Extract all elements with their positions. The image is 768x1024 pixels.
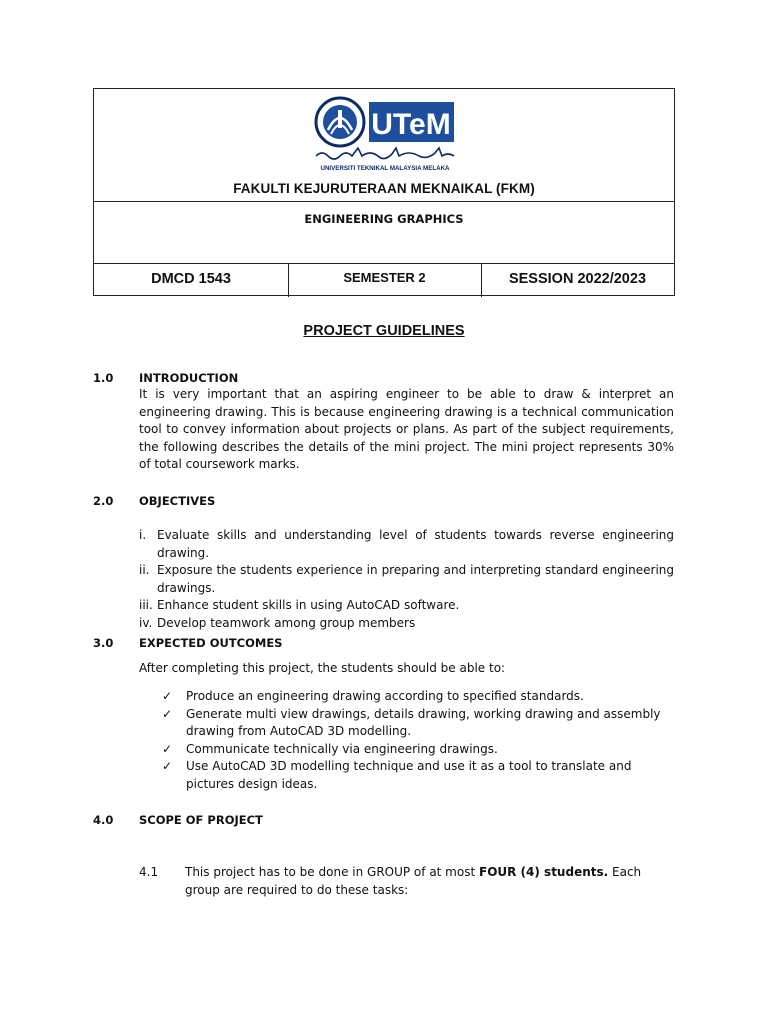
faculty-name: FAKULTI KEJURUTERAAN MEKNAIKAL (FKM) xyxy=(233,181,535,196)
semester: SEMESTER 2 xyxy=(343,270,426,285)
objectives-list xyxy=(139,527,674,633)
section-number-intro: 1.0 xyxy=(93,371,114,385)
subsection-text xyxy=(185,864,675,899)
checkmark-icon: ✓ xyxy=(162,689,173,703)
list-item xyxy=(160,688,675,706)
list-item-text: Communicate technically via engineering drawings. xyxy=(186,741,498,756)
list-item xyxy=(139,615,674,633)
logo-subtext: UNIVERSITI TEKNIKAL MALAYSIA MELAKA xyxy=(320,165,450,172)
list-item xyxy=(160,758,675,793)
session: SESSION 2022/2023 xyxy=(508,271,647,287)
course-code: DMCD 1543 xyxy=(151,271,231,287)
list-marker: iii. xyxy=(139,598,153,613)
document-title: PROJECT GUIDELINES xyxy=(303,323,465,339)
list-marker: ii. xyxy=(139,563,150,578)
list-item xyxy=(160,706,675,741)
list-item-text: Enhance student skills in using AutoCAD software. xyxy=(157,598,460,613)
section-heading-intro: INTRODUCTION xyxy=(139,371,239,385)
outcomes-list xyxy=(160,688,675,794)
list-item xyxy=(139,597,674,615)
checkmark-icon: ✓ xyxy=(162,759,173,774)
list-item xyxy=(139,527,674,562)
list-item-text: Produce an engineering drawing according to specified standards. xyxy=(186,689,584,703)
logo-row xyxy=(94,89,674,175)
subsection-text-bold: FOUR (4) students. xyxy=(479,865,609,879)
list-item-text: Exposure the students experience in preparing and interpreting standard engineering drawings. xyxy=(157,563,674,595)
header-divider-1 xyxy=(94,201,674,202)
section-number-scope: 4.0 xyxy=(93,813,114,827)
checkmark-icon: ✓ xyxy=(162,706,173,721)
subsection-text-end: Each group are required to do these tasks: xyxy=(185,865,642,897)
intro-paragraph: It is very important that an aspiring engineer to be able to draw & interpret an engineering drawing. This is because engineering drawing is a technical communication tool to convey information about projects or plans. As part of the subject requirements, the following describes the details of the mini project. The mini project represents 30% of total coursework marks. xyxy=(139,387,674,472)
list-item-text: Use AutoCAD 3D modelling technique and use it as a tool to translate and pictures design ideas. xyxy=(186,759,632,791)
list-item-text: Generate multi view drawings, details drawing, working drawing and assembly drawing from AutoCAD 3D modelling. xyxy=(186,706,661,739)
list-item xyxy=(160,741,675,759)
section-number-outcomes: 3.0 xyxy=(93,636,114,650)
header-box xyxy=(93,88,675,296)
section-heading-outcomes: EXPECTED OUTCOMES xyxy=(139,636,283,650)
checkmark-icon: ✓ xyxy=(162,741,173,756)
list-item xyxy=(139,562,674,597)
section-heading-scope: SCOPE OF PROJECT xyxy=(139,813,263,827)
outcomes-lead: After completing this project, the students should be able to: xyxy=(139,661,506,675)
list-marker: i. xyxy=(139,528,147,542)
utem-logo xyxy=(314,96,456,172)
list-item-text: Evaluate skills and understanding level of students towards reverse engineering drawing. xyxy=(157,528,674,560)
section-number-objectives: 2.0 xyxy=(93,494,114,508)
logo-text: UTeM xyxy=(371,108,451,141)
section-heading-objectives: OBJECTIVES xyxy=(139,494,216,508)
course-name: ENGINEERING GRAPHICS xyxy=(304,212,464,226)
list-item-text: Develop teamwork among group members xyxy=(157,615,416,630)
subsection-text-start: This project has to be done in GROUP of at most xyxy=(185,865,479,879)
subsection-number: 4.1 xyxy=(139,865,159,879)
list-marker: iv. xyxy=(139,615,153,630)
